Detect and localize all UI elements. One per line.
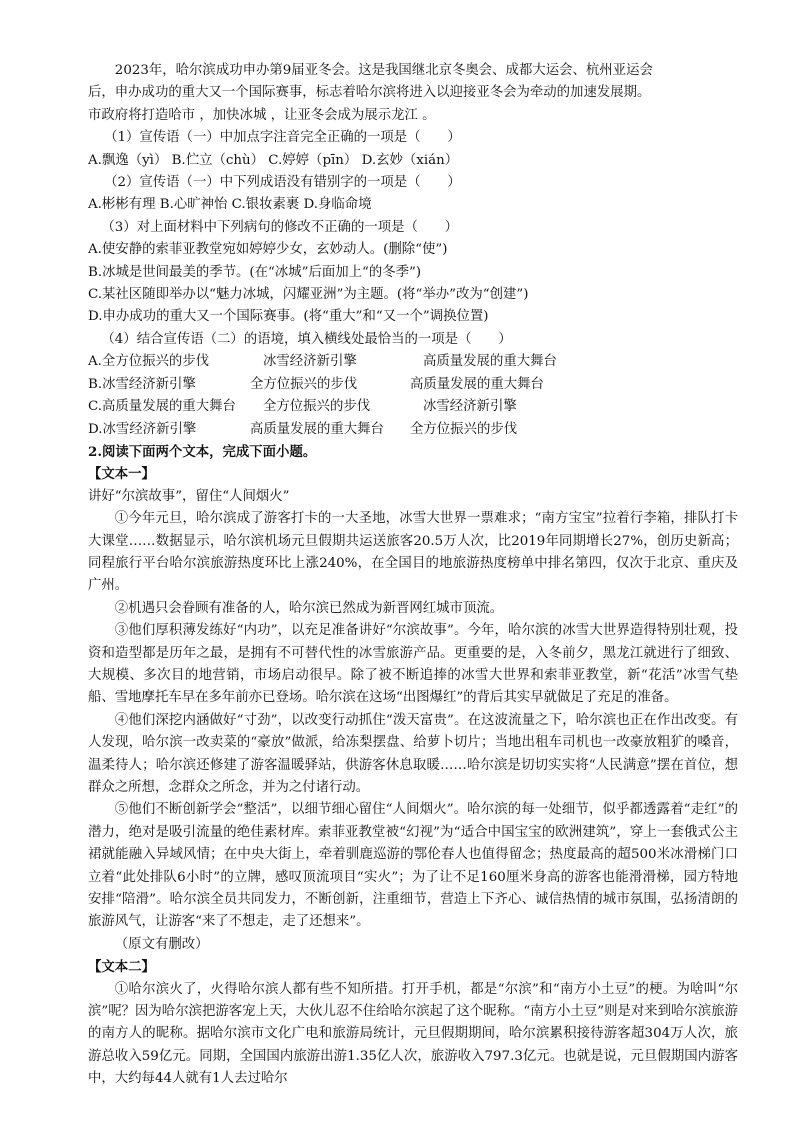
q2-options: A.彬彬有理 B.心旷神怡 C.银妆素裹 D.身临命境	[88, 197, 372, 213]
q4-b-part2: 全方位振兴的步伐	[250, 376, 358, 392]
text-1-paragraph-4: ④他们深挖内涵做好“寸劲”，以改变行动抓住“泼天富贵”。在这波流量之下，哈尔滨也正在作出改变。有人发现，哈尔滨一改卖菜的“豪放”做派，给冻梨摆盘、给萝卜切片；当地出租车司机也一改豪放粗犷的嗓音，温柔待人；哈尔滨还修建了游客温暖驿站，供游客休息取暖……哈尔滨是切切实实将“人民满意”摆在首位，想群众之所想，念群众之所念，并为之付诸行动。	[88, 712, 738, 795]
intro-line-3: 市政府将打造哈市 ，加快冰城 ，让亚冬会成为展示龙江 。	[88, 107, 436, 123]
q4-option-d	[88, 419, 738, 441]
text-1-paragraph-3: ③他们厚积薄发练好“内功”，以充足准备讲好“尔滨故事”。今年，哈尔滨的冰雪大世界造得特别壮观，投资和造型都是历年之最，是拥有不可替代性的冰雪旅游产品。更重要的是，入冬前夕，黑龙江就进行了细致、大规模、多次目的地营销，市场启动很早。除了被不断追捧的冰雪大世界和索菲亚教堂，新“花活”冰雪气垫船、雪地摩托车早在多年前亦已登场。哈尔滨在这场“出图爆红”的背后其实早就做足了充足的准备。	[88, 623, 738, 706]
q4-d-part3: 全方位振兴的步伐	[410, 421, 518, 437]
q3-option-d: D.申办成功的重大又一个国际赛事。(将“重大”和“又一个”调换位置)	[88, 309, 489, 325]
q1-stem: （1）宣传语（一）中加点字注音完全正确的一项是（ ）	[104, 130, 461, 146]
q4-option-b	[88, 374, 738, 396]
q4-option-c	[88, 396, 738, 418]
q2-stem: （2）宣传语（一）中下列成语没有错别字的一项是（ ）	[104, 175, 461, 191]
q4-stem: （4）结合宣传语（二）的语境，填入横线处最恰当的一项是（ ）	[101, 331, 512, 347]
q4-a-part1: A.全方位振兴的步伐	[88, 354, 210, 370]
q4-b-part1: B.冰雪经济新引擎	[88, 376, 196, 392]
text-1-label: 【文本一】	[88, 466, 155, 483]
text-1-paragraph-1: ①今年元旦，哈尔滨成了游客打卡的一大圣地，冰雪大世界一票难求；“南方宝宝”拉着行李箱，排队打卡大课堂……数据显示，哈尔滨机场元旦假期共运送旅客20.5万人次，比2019年同期增长27%，创历史新高；同程旅行平台哈尔滨旅游热度环比上涨240%，在全国目的地旅游热度榜单中排名第四，仅次于北京、重庆及广州。	[88, 511, 738, 594]
q1-options: A.飘逸（yì） B.伫立（chù） C.婷婷（pīn） D.玄妙（xián）	[88, 152, 459, 168]
q4-c-part3: 冰雪经济新引擎	[423, 399, 517, 415]
q3-stem: （3）对上面材料中下列病句的修改不正确的一项是（ ）	[101, 219, 459, 235]
q3-option-a: A.使安静的索菲亚教堂宛如婷婷少女，玄妙动人。(删除“使”)	[88, 242, 448, 258]
text-2-label: 【文本二】	[88, 959, 155, 976]
text-1-note: （原文有删改）	[114, 936, 209, 952]
intro-line-2: 后，申办成功的重大又一个国际赛事，标志着哈尔滨将进入以迎接亚冬会为牵动的加速发展期。	[88, 85, 651, 101]
text-2-paragraph-1: ①哈尔滨火了，火得哈尔滨人都有些不知所措。打开手机，都是“尔滨”和“南方小土豆”的梗。为啥叫“尔滨”呢？因为哈尔滨把游客宠上天，大伙儿忍不住给哈尔滨起了这个昵称。“南方小土豆”则是对来到哈尔滨旅游的南方人的昵称。据哈尔滨市文化广电和旅游局统计，元旦假期期间，哈尔滨累积接待游客超304万人次，旅游总收入59亿元。同期，全国国内旅游出游1.35亿人次，旅游收入797.3亿元。也就是说，元旦假期国内游客中，大约每44人就有1人去过哈尔	[88, 981, 738, 1087]
q4-d-part1: D.冰雪经济新引擎	[88, 421, 197, 437]
text-1-title: 讲好“尔滨故事”，留住“人间烟火”	[88, 488, 290, 504]
text-1-paragraph-5: ⑤他们不断创新学会“整活”，以细节细心留住“人间烟火”。哈尔滨的每一处细节，似乎都透露着“走红”的潜力，绝对是吸引流量的绝佳素材库。索菲亚教堂被“幻视”为“适合中国宝宝的欧洲建筑”，穿上一套俄式公主裙就能融入异域风情；在中央大街上，牵着驯鹿巡游的鄂伦春人也值得留念；热度最高的超500米冰滑梯门口立着“此处排队6小时”的立牌，感叹顶流项目“实火”；为了让不足160厘米身高的游客也能滑滑梯，园方特地安排“陪滑”。哈尔滨全员共同发力，不断创新，注重细节，营造上下齐心、诚信热情的城市氛围，弘扬清朗的旅游风气，让游客“来了不想走，走了还想来”。	[88, 802, 738, 930]
text-1-paragraph-2: ②机遇只会眷顾有准备的人，哈尔滨已然成为新晋网红城市顶流。	[114, 600, 504, 616]
document-page	[88, 60, 738, 1091]
q4-a-part3: 高质量发展的重大舞台	[423, 354, 557, 370]
q4-option-a	[88, 351, 738, 373]
q4-b-part3: 高质量发展的重大舞台	[410, 376, 544, 392]
q4-a-part2: 冰雪经济新引擎	[263, 354, 357, 370]
section-2-heading: 2.阅读下面两个文本，完成下面小题。	[88, 443, 317, 460]
q3-option-c: C.某社区随即举办以“魅力冰城，闪耀亚洲”为主题。(将“举办”改为“创建”)	[88, 287, 529, 303]
q4-c-part1: C.高质量发展的重大舞台	[88, 399, 236, 415]
intro-line-1: 2023年，哈尔滨成功申办第9届亚冬会。这是我国继北京冬奥会、成都大运会、杭州亚运会	[114, 63, 653, 78]
q3-option-b: B.冰城是世间最美的季节。(在“冰城”后面加上“的冬季”)	[88, 264, 422, 280]
q4-d-part2: 高质量发展的重大舞台	[250, 421, 384, 437]
q4-c-part2: 全方位振兴的步伐	[263, 399, 371, 415]
